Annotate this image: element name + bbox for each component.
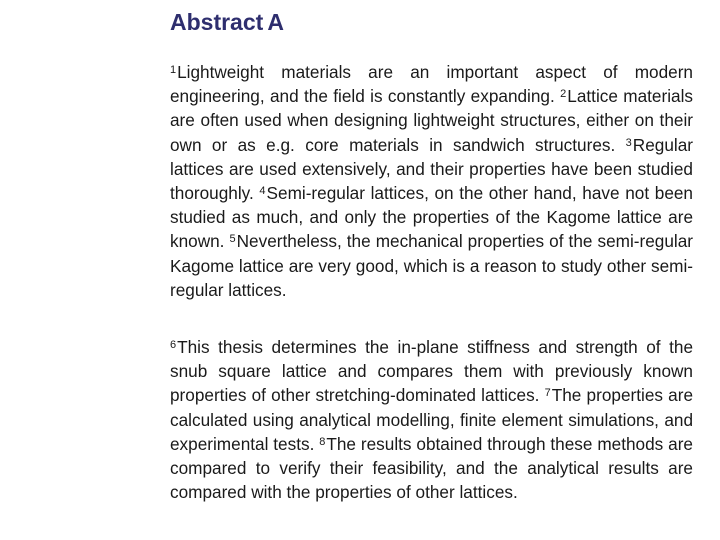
sentence-number: 3 (625, 136, 632, 149)
sentence-text: Nevertheless, the mechanical properties of the semi-regular Kagome lattice are very good, which is a reason to study other semi-regular lattices. (170, 231, 693, 300)
sentence-text: The results obtained through these methods are compared to verify their feasibility, and the analytical results are compared with the properties of other lattices. (170, 433, 693, 503)
sentence-number: 6 (170, 339, 177, 351)
sentence-number: 8 (319, 435, 326, 448)
sentence-text: Lattice materials are often used when designing lightweight structures, either on their own or as e.g. core materials in sandwich structures. (170, 86, 694, 155)
sentence-number: 4 (259, 185, 266, 198)
paragraph-1 (170, 60, 693, 302)
title-text: Abstract (170, 9, 264, 35)
title-a-mark: A (267, 9, 285, 35)
sentence-text: Lightweight materials are an important aspect of modern engineering, and the field is constantly expanding. (170, 62, 693, 107)
sentence-number: 1 (170, 64, 177, 76)
sentence-text: This thesis determines the in-plane stiffness and strength of the snub square lattice and compares them with previously known properties of other stretching-dominated lattices. (170, 337, 693, 406)
sentence-number: 5 (229, 233, 236, 246)
sentence-text: Regular lattices are used extensively, and their properties have been studied thoroughly. (170, 134, 693, 204)
sentence-number: 7 (544, 387, 551, 400)
sentence-number: 2 (560, 88, 567, 101)
sentence-text: Semi-regular lattices, on the other hand, have not been studied as much, and only the properties of the Kagome lattice are known. (170, 183, 693, 252)
paragraph-2 (170, 335, 693, 504)
sentence-text: The properties are calculated using analytical modelling, finite element simulations, and experimental tests. (170, 385, 693, 454)
abstract-title (170, 6, 285, 38)
